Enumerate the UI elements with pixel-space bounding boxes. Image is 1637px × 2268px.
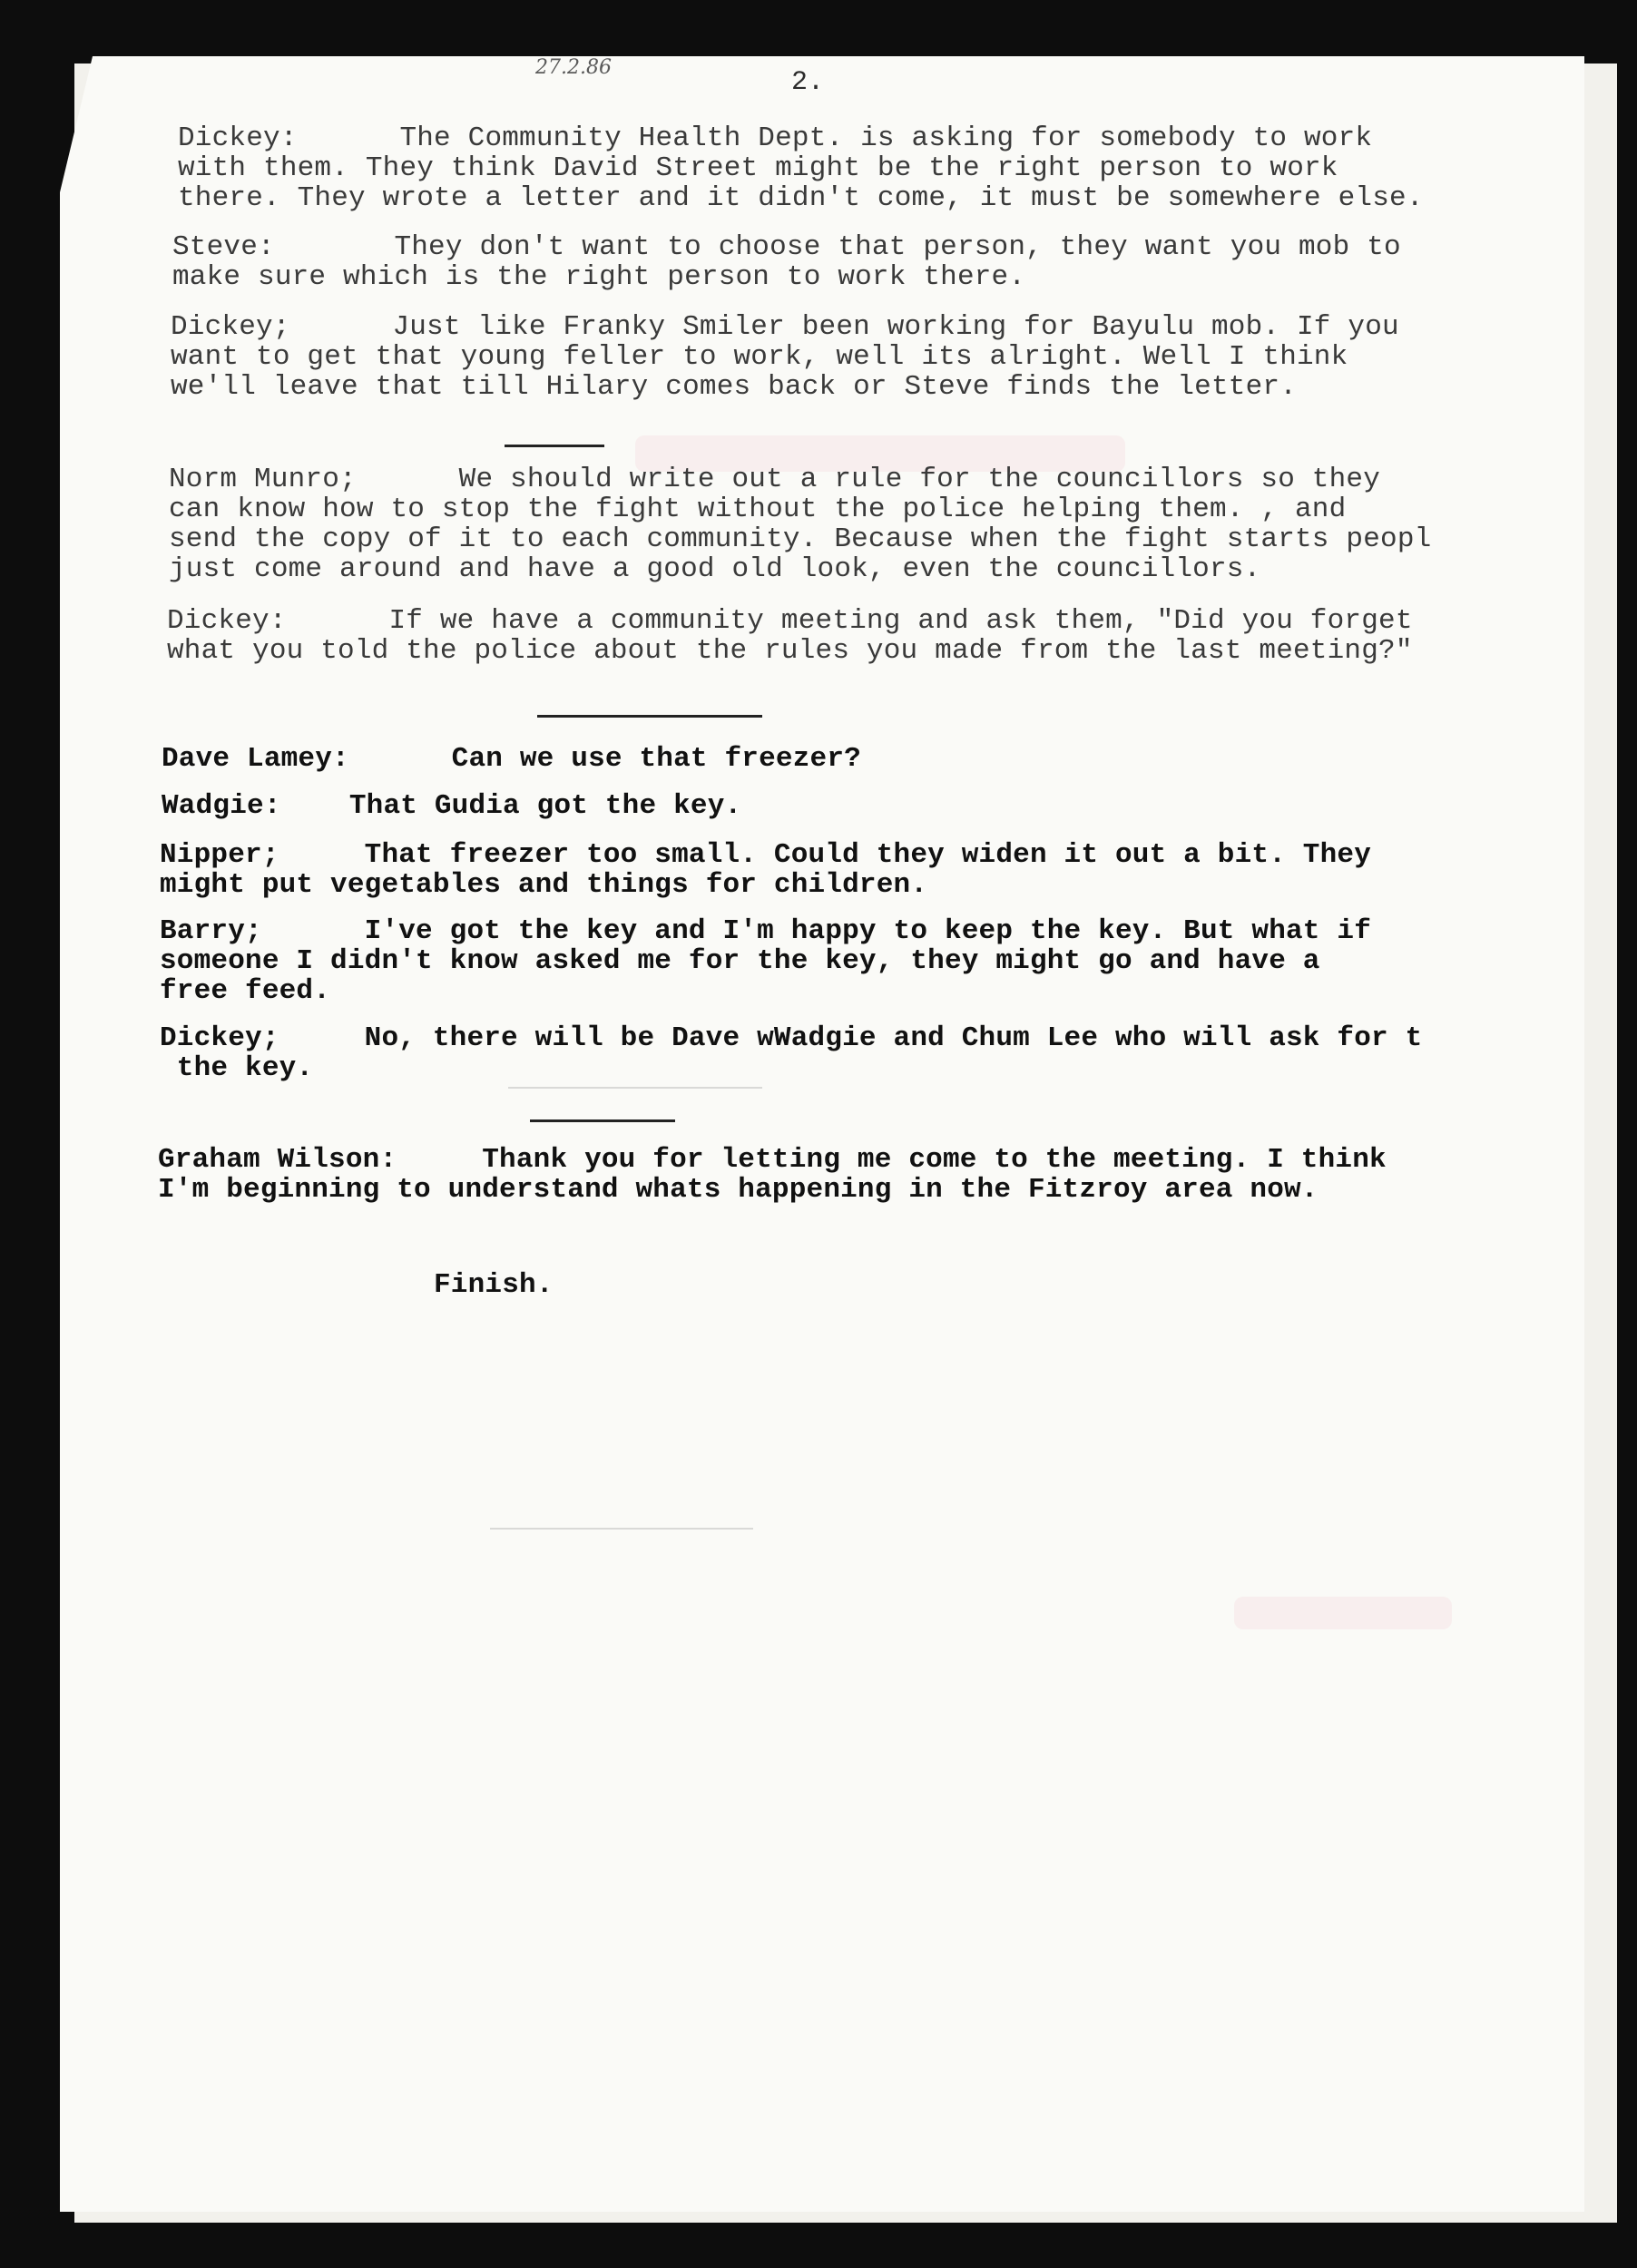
text-line: just come around and have a good old look, even the councillors. bbox=[169, 553, 1261, 585]
text-line: there. They wrote a letter and it didn't come, it must be somewhere else. bbox=[178, 182, 1424, 214]
text-line: Dickey: The Community Health Dept. is asking for somebody to work bbox=[178, 122, 1373, 154]
text-line: Norm Munro; We should write out a rule for the councillors so they bbox=[169, 464, 1381, 495]
minutes-entry bbox=[162, 744, 1541, 774]
text-line: the key. bbox=[160, 1052, 314, 1084]
text-line: make sure which is the right person to work there. bbox=[172, 261, 1026, 293]
show-through-rule bbox=[490, 1528, 753, 1530]
finish-note bbox=[434, 1270, 554, 1300]
text-line: can know how to stop the fight without the police helping them. , and bbox=[169, 494, 1347, 525]
text-line: might put vegetables and things for children. bbox=[160, 869, 928, 901]
separator-rule bbox=[530, 1119, 675, 1122]
text-line: Dickey; No, there will be Dave wWadgie and Chum Lee who will ask for t bbox=[160, 1022, 1423, 1054]
text-line: someone I didn't know asked me for the key, they might go and have a bbox=[160, 945, 1320, 977]
minutes-entry bbox=[160, 1023, 1539, 1083]
text-line: want to get that young feller to work, well its alright. Well I think bbox=[171, 341, 1348, 373]
text-line: with them. They think David Street might be the right person to work bbox=[178, 152, 1338, 184]
text-line: Dickey: If we have a community meeting and ask them, "Did you forget bbox=[167, 605, 1413, 637]
show-through-rule bbox=[508, 1087, 762, 1089]
minutes-entry bbox=[160, 916, 1539, 1006]
separator-rule bbox=[537, 715, 762, 718]
page-number: 2. bbox=[791, 67, 825, 98]
minutes-entry bbox=[160, 840, 1539, 900]
handwritten-date: 27.2.86 bbox=[535, 56, 612, 79]
minutes-entry bbox=[158, 1145, 1537, 1205]
text-line: free feed. bbox=[160, 975, 331, 1007]
text-line: Wadgie: That Gudia got the key. bbox=[162, 790, 742, 822]
minutes-entry bbox=[172, 232, 1552, 292]
text-line: Barry; I've got the key and I'm happy to keep the key. But what if bbox=[160, 915, 1372, 947]
minutes-entry bbox=[167, 606, 1546, 666]
text-line: Dave Lamey: Can we use that freezer? bbox=[162, 743, 861, 775]
minutes-entry bbox=[169, 464, 1548, 584]
minutes-entry bbox=[171, 312, 1550, 402]
separator-rule bbox=[505, 445, 604, 447]
text-line: Steve: They don't want to choose that person, they want you mob to bbox=[172, 231, 1401, 263]
text-line: I'm beginning to understand whats happening in the Fitzroy area now. bbox=[158, 1174, 1318, 1206]
text-line: Nipper; That freezer too small. Could they widen it out a bit. They bbox=[160, 839, 1372, 871]
minutes-entry bbox=[162, 791, 1541, 821]
text-line: Finish. bbox=[434, 1269, 554, 1301]
text-line: Graham Wilson: Thank you for letting me come to the meeting. I think bbox=[158, 1144, 1387, 1176]
minutes-entry bbox=[178, 123, 1557, 213]
text-line: we'll leave that till Hilary comes back or Steve finds the letter. bbox=[171, 371, 1297, 403]
text-line: what you told the police about the rules you made from the last meeting?" bbox=[167, 635, 1413, 667]
text-line: Dickey; Just like Franky Smiler been working for Bayulu mob. If you bbox=[171, 311, 1399, 343]
text-line: send the copy of it to each community. Because when the fight starts peopl bbox=[169, 523, 1432, 555]
